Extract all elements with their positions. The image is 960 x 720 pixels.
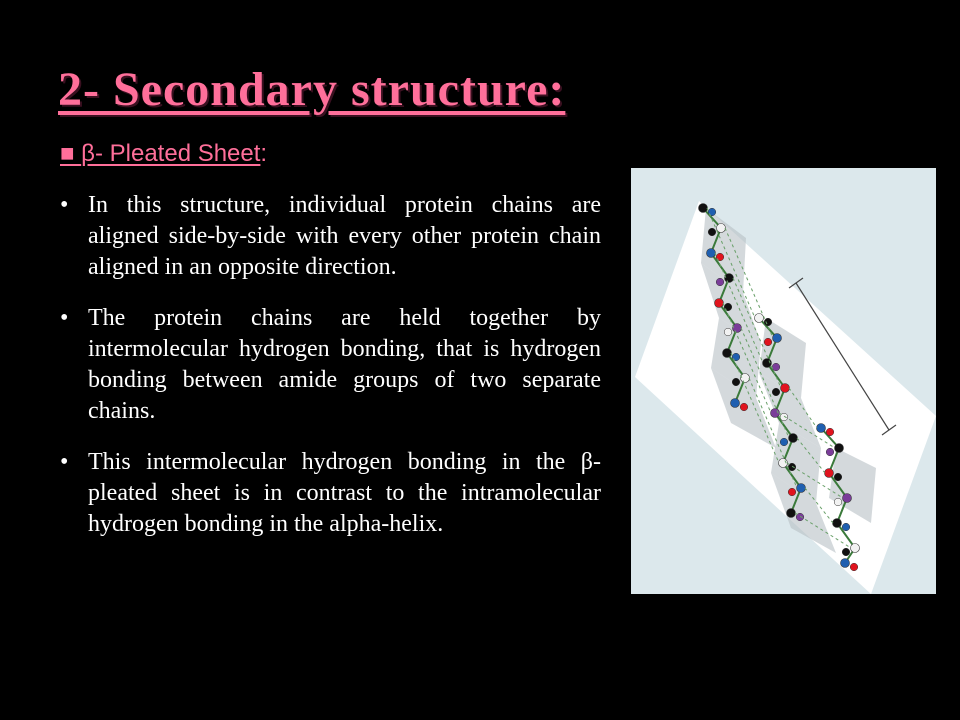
bullet-list bbox=[60, 190, 601, 560]
carbon-atom bbox=[772, 388, 780, 396]
nitrogen-atom bbox=[817, 424, 826, 433]
carbon-atom bbox=[835, 444, 844, 453]
hydrogen-atom bbox=[755, 314, 764, 323]
dimension-tick bbox=[789, 278, 803, 288]
oxygen-atom bbox=[788, 488, 796, 496]
carbon-atom bbox=[764, 318, 772, 326]
carbon-atom bbox=[787, 509, 796, 518]
bullet-icon: • bbox=[60, 192, 69, 218]
carbon-atom bbox=[789, 434, 798, 443]
bullet-text: The protein chains are held together by intermolecular hydrogen bonding, that is hydrogen bonding between amide groups of two separate chains. bbox=[88, 305, 601, 424]
carbon-atom bbox=[842, 548, 850, 556]
bullet-icon: • bbox=[60, 305, 69, 331]
oxygen-atom bbox=[781, 384, 790, 393]
nitrogen-atom bbox=[773, 334, 782, 343]
subheading-marker: ■ bbox=[60, 140, 75, 167]
carbon-atom bbox=[732, 378, 740, 386]
nitrogen-atom bbox=[732, 353, 740, 361]
nitrogen-atom bbox=[797, 484, 806, 493]
bullet-icon: • bbox=[60, 449, 69, 475]
carbon-atom bbox=[834, 473, 842, 481]
subheading bbox=[60, 140, 267, 168]
side-chain-atom bbox=[772, 363, 780, 371]
nitrogen-atom bbox=[707, 249, 716, 258]
oxygen-atom bbox=[740, 403, 748, 411]
nitrogen-atom bbox=[780, 438, 788, 446]
subheading-text: β- Pleated Sheet bbox=[81, 140, 261, 167]
side-chain-atom bbox=[826, 448, 834, 456]
bullet-text: In this structure, individual protein chains are aligned side-by-side with every other protein chain aligned in an opposite direction. bbox=[88, 192, 601, 280]
oxygen-atom bbox=[716, 253, 724, 261]
subheading-suffix: : bbox=[260, 140, 268, 167]
oxygen-atom bbox=[764, 338, 772, 346]
carbon-atom bbox=[708, 228, 716, 236]
bullet-item bbox=[60, 303, 601, 427]
oxygen-atom bbox=[850, 563, 858, 571]
carbon-atom bbox=[699, 204, 708, 213]
beta-sheet-figure bbox=[631, 168, 936, 594]
carbon-atom bbox=[725, 274, 734, 283]
oxygen-atom bbox=[826, 428, 834, 436]
slide-title: 2- Secondary structure: bbox=[58, 63, 566, 116]
hydrogen-atom bbox=[717, 224, 726, 233]
side-chain-atom bbox=[843, 494, 852, 503]
nitrogen-atom bbox=[842, 523, 850, 531]
nitrogen-atom bbox=[841, 559, 850, 568]
nitrogen-atom bbox=[731, 399, 740, 408]
beta-sheet-illustration bbox=[631, 168, 936, 594]
carbon-atom bbox=[724, 303, 732, 311]
carbon-atom bbox=[833, 519, 842, 528]
hydrogen-atom bbox=[741, 374, 750, 383]
bullet-text: This intermolecular hydrogen bonding in the β-pleated sheet is in contrast to the intramolecular hydrogen bonding in the alpha-helix. bbox=[88, 449, 601, 537]
side-chain-atom bbox=[733, 324, 742, 333]
hydrogen-atom bbox=[851, 544, 860, 553]
hydrogen-atom bbox=[834, 498, 842, 506]
hydrogen-atom bbox=[724, 328, 732, 336]
carbon-atom bbox=[723, 349, 732, 358]
side-chain-atom bbox=[716, 278, 724, 286]
oxygen-atom bbox=[715, 299, 724, 308]
oxygen-atom bbox=[825, 469, 834, 478]
bullet-item bbox=[60, 447, 601, 540]
nitrogen-atom bbox=[708, 208, 716, 216]
bullet-item bbox=[60, 190, 601, 283]
